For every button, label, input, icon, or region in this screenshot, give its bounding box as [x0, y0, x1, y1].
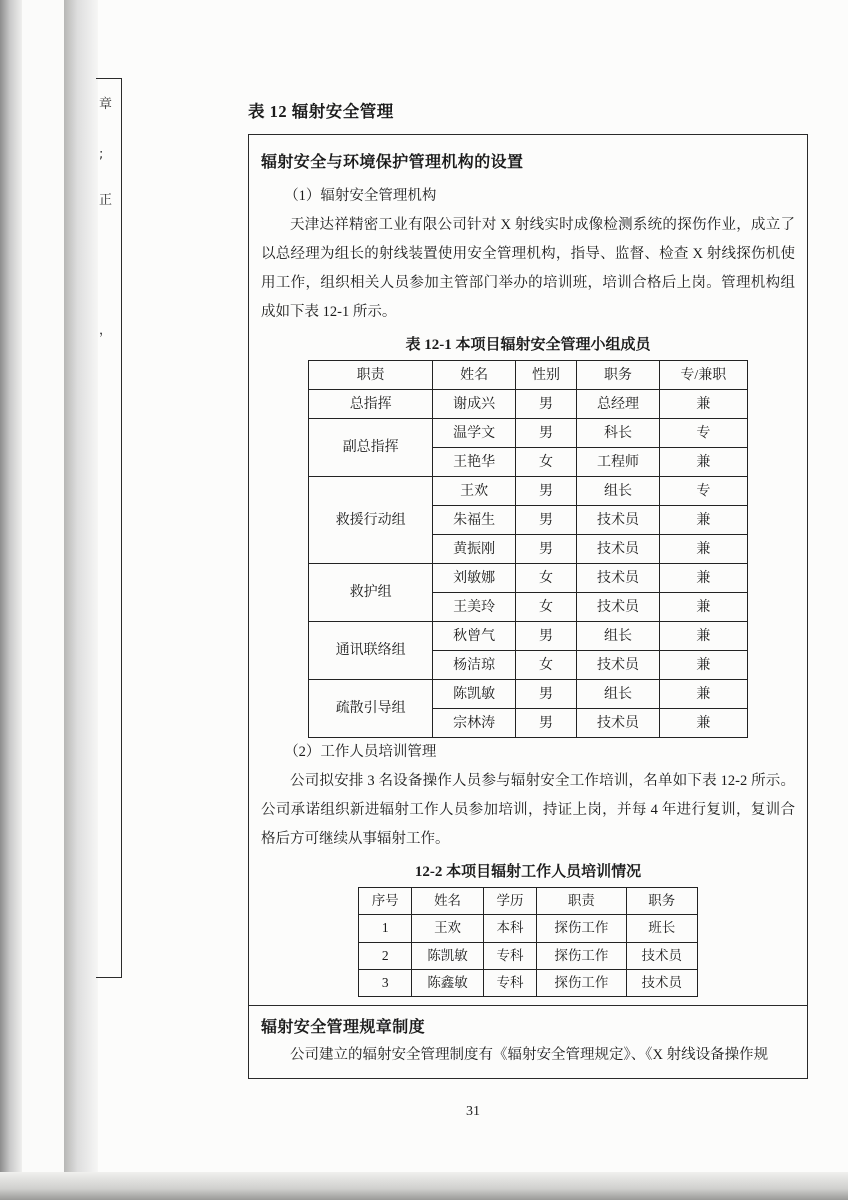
cell-type: 兼 [659, 593, 747, 622]
table-12-1-title: 表 12-1 本项目辐射安全管理小组成员 [405, 337, 651, 353]
cell-name: 黄振刚 [433, 535, 515, 564]
cell-gender: 女 [515, 448, 576, 477]
table-12-2-title: 12-2 本项目辐射工作人员培训情况 [414, 864, 642, 880]
cell-gender: 女 [515, 651, 576, 680]
section-heading-2: 辐射安全管理规章制度 [261, 1019, 426, 1036]
cell-name: 陈凯敏 [433, 680, 515, 709]
cell-type: 兼 [659, 448, 747, 477]
cell-name: 王欢 [433, 477, 515, 506]
cell-type: 兼 [659, 390, 747, 419]
table-row [309, 419, 748, 448]
cell-name: 王艳华 [433, 448, 515, 477]
col-header-name: 姓名 [412, 888, 483, 915]
cell-post: 班长 [626, 915, 697, 942]
cell-duty: 救护组 [309, 564, 433, 622]
cell-name: 杨洁琼 [433, 651, 515, 680]
cell-type: 兼 [659, 680, 747, 709]
table-row [359, 915, 698, 942]
cell-name: 宗林涛 [433, 709, 515, 738]
table-12-2 [358, 887, 698, 997]
cell-education: 专科 [483, 942, 536, 969]
cell-post: 技术员 [577, 506, 659, 535]
cell-gender: 男 [515, 477, 576, 506]
content-box [248, 134, 808, 1079]
col-header-education: 学历 [483, 888, 536, 915]
page-title: 表 12 辐射安全管理 [248, 102, 394, 121]
cell-post: 组长 [577, 477, 659, 506]
cell-duty: 疏散引导组 [309, 680, 433, 738]
cell-index: 2 [359, 942, 412, 969]
cell-duty: 探伤工作 [537, 969, 626, 996]
margin-fragment-3: 正 [99, 193, 113, 208]
cell-name: 谢成兴 [433, 390, 515, 419]
col-header-type: 专/兼职 [659, 361, 747, 390]
cell-type: 专 [659, 477, 747, 506]
cell-name: 王欢 [412, 915, 483, 942]
table-row [309, 680, 748, 709]
table-row [309, 622, 748, 651]
paragraph-2: 公司拟安排 3 名设备操作人员参与辐射安全工作培训，名单如下表 12-2 所示。公司承诺组织新进辐射工作人员参加培训，持证上岗，并每 4 年进行复训，复训合格后方可继续从事辐射工作。 [261, 773, 795, 847]
scan-binding-gutter [64, 0, 98, 1200]
col-header-duty: 职责 [309, 361, 433, 390]
cell-name: 刘敏娜 [433, 564, 515, 593]
table-row [309, 477, 748, 506]
margin-fragment-4: ， [99, 323, 113, 338]
cell-gender: 男 [515, 390, 576, 419]
cell-duty: 总指挥 [309, 390, 433, 419]
margin-note-fragment [96, 78, 122, 978]
table-header-row [309, 361, 748, 390]
cell-gender: 女 [515, 593, 576, 622]
cell-post: 技术员 [577, 651, 659, 680]
col-header-post: 职务 [626, 888, 697, 915]
paragraph-1: 天津达祥精密工业有限公司针对 X 射线实时成像检测系统的探伤作业，成立了以总经理为组长的射线装置使用安全管理机构，指导、监督、检查 X 射线探伤机使用工作，组织相关人员参加主管部门举办的培训班，培训合格后上岗。管理机构组成如下表 12-1 所示。 [261, 217, 795, 320]
cell-post: 技术员 [577, 564, 659, 593]
table-header-row [359, 888, 698, 915]
cell-post: 组长 [577, 680, 659, 709]
document-paper [98, 0, 848, 1188]
cell-duty: 通讯联络组 [309, 622, 433, 680]
scan-edge-shadow [0, 0, 22, 1200]
cell-name: 温学文 [433, 419, 515, 448]
cell-gender: 男 [515, 622, 576, 651]
cell-type: 兼 [659, 535, 747, 564]
cell-type: 兼 [659, 709, 747, 738]
cell-duty: 探伤工作 [537, 942, 626, 969]
cell-name: 陈凯敏 [412, 942, 483, 969]
cell-gender: 男 [515, 709, 576, 738]
page-number: 31 [466, 1104, 480, 1119]
cell-post: 技术员 [577, 535, 659, 564]
cell-type: 兼 [659, 506, 747, 535]
document-content [248, 98, 808, 1079]
table-row [359, 969, 698, 996]
cell-index: 3 [359, 969, 412, 996]
cell-post: 技术员 [626, 969, 697, 996]
cell-gender: 男 [515, 535, 576, 564]
sub-item-label-1: （1）辐射安全管理机构 [284, 188, 437, 204]
col-header-duty: 职责 [537, 888, 626, 915]
cell-post: 工程师 [577, 448, 659, 477]
cell-name: 陈鑫敏 [412, 969, 483, 996]
cell-gender: 女 [515, 564, 576, 593]
cell-post: 技术员 [577, 709, 659, 738]
cell-post: 技术员 [577, 593, 659, 622]
col-header-index: 序号 [359, 888, 412, 915]
table-row [309, 564, 748, 593]
margin-fragment-2: ; [99, 147, 104, 162]
cell-duty: 副总指挥 [309, 419, 433, 477]
section-heading-1: 辐射安全与环境保护管理机构的设置 [261, 154, 524, 171]
cell-name: 朱福生 [433, 506, 515, 535]
col-header-gender: 性别 [515, 361, 576, 390]
cell-type: 兼 [659, 622, 747, 651]
cell-education: 本科 [483, 915, 536, 942]
cell-gender: 男 [515, 506, 576, 535]
table-row [359, 942, 698, 969]
cell-education: 专科 [483, 969, 536, 996]
cell-name: 秋曾气 [433, 622, 515, 651]
paragraph-3: 公司建立的辐射安全管理制度有《辐射安全管理规定》、《X 射线设备操作规 [290, 1047, 769, 1063]
cell-post: 总经理 [577, 390, 659, 419]
col-header-name: 姓名 [433, 361, 515, 390]
cell-type: 兼 [659, 564, 747, 593]
table-row [309, 390, 748, 419]
table-12-1 [308, 360, 748, 738]
cell-post: 组长 [577, 622, 659, 651]
cell-post: 科长 [577, 419, 659, 448]
cell-type: 专 [659, 419, 747, 448]
scan-bottom-shadow [0, 1172, 848, 1200]
sub-item-label-2: （2）工作人员培训管理 [284, 744, 437, 760]
margin-fragment-1: 章 [99, 97, 113, 112]
cell-name: 王美玲 [433, 593, 515, 622]
cell-index: 1 [359, 915, 412, 942]
col-header-post: 职务 [577, 361, 659, 390]
cell-duty: 救援行动组 [309, 477, 433, 564]
cell-duty: 探伤工作 [537, 915, 626, 942]
cell-post: 技术员 [626, 942, 697, 969]
cell-type: 兼 [659, 651, 747, 680]
cell-gender: 男 [515, 680, 576, 709]
scan-left-strip [22, 0, 65, 1200]
cell-gender: 男 [515, 419, 576, 448]
